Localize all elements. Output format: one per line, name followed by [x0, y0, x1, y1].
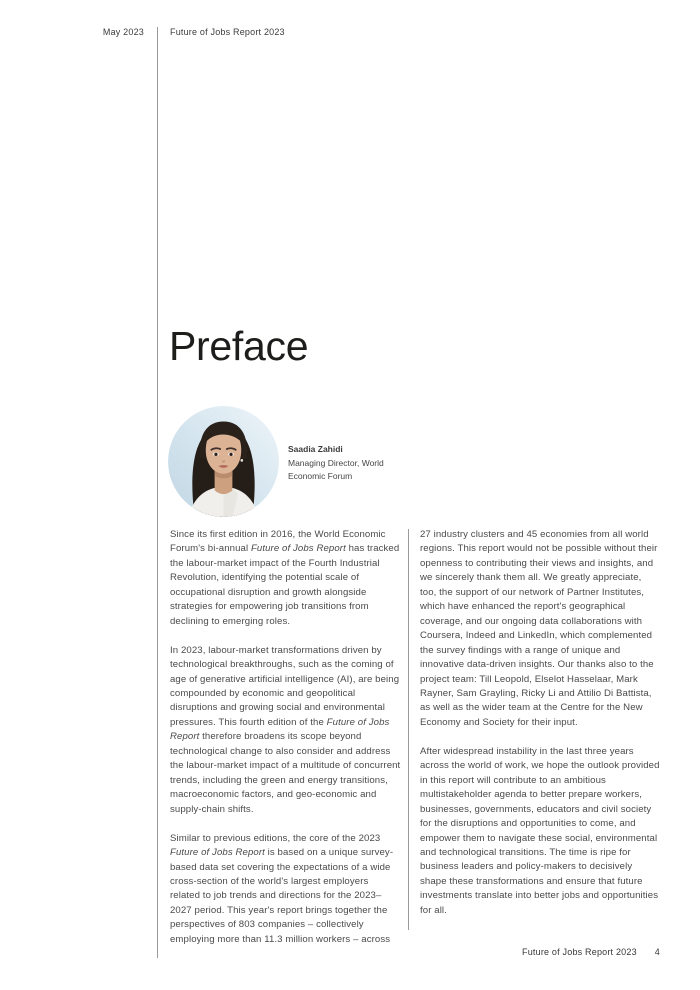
body-column-right: [420, 528, 660, 918]
column-divider-rule: [408, 529, 409, 930]
paragraph: After widespread instability in the last three years across the world of work, we hope the outlook provided in this report will contribute to an ambitious multistakeholder agenda to better prepare workers, businesses, governments, educators and civil society for the disruptions and opportunities to come, and empower them to navigate these social, environmental and technological transitions. The time is ripe for business leaders and policy-makers to decisively shape these transformations and ensure that future investments translate into better jobs and opportunities for all.: [420, 745, 660, 916]
header-date: May 2023: [102, 27, 144, 37]
footer-page-number: 4: [654, 947, 660, 957]
page-title: Preface: [169, 323, 309, 369]
paragraph: Since its first edition in 2016, the World Economic Forum's bi-annual Future of Jobs Report has tracked the labour-market impact of the Fourth Industrial Revolution, identifying the potential scale of occupational disruption and growth alongside strategies for empowering job transitions from declining to emerging roles.: [170, 529, 400, 627]
portrait-illustration: [168, 406, 279, 517]
author-name: Saadia Zahidi: [288, 444, 343, 454]
header-report-title: Future of Jobs Report 2023: [170, 27, 285, 37]
paragraph: In 2023, labour-market transformations driven by technological breakthroughs, such as the coming of age of generative artificial intelligence (AI), are being compounded by economic and geopolitical disruptions and growing social and environmental pressures. This fourth edition of the Future of Jobs Report therefore broadens its scope beyond technological change to also consider and address the labour-market impact of a multitude of concurrent trends, including the green and energy transitions, macroeconomic factors, and geo-economic and supply-chain shifts.: [170, 644, 401, 815]
paragraph: Similar to previous editions, the core of the 2023 Future of Jobs Report is based on a unique survey-based data set covering the expectations of a wide cross-section of the world's largest employers related to job trends and directions for the 2023–2027 period. This year's report brings together the perspectives of 803 companies – collectively employing more than 11.3 million workers – across: [170, 832, 394, 945]
author-credit: [288, 443, 406, 484]
body-column-left: [170, 528, 401, 947]
author-photo: [168, 406, 279, 517]
footer-report-title: Future of Jobs Report 2023: [522, 947, 637, 957]
left-margin-rule: [157, 27, 158, 958]
paragraph: 27 industry clusters and 45 economies from all world regions. This report would not be possible without their openness to contributing their views and insights, and we sincerely thank them all. We greatly appreciate, too, the support of our network of Partner Institutes, which have enhanced the report's geographical coverage, and our ongoing data collaborations with Coursera, Indeed and LinkedIn, which complemented the survey findings with a range of unique and innovative data-driven insights. Our thanks also to the project team: Till Leopold, Elselot Hasselaar, Mark Rayner, Sam Grayling, Ricky Li and Attilio Di Battista, as well as the wider team at the Centre for the New Economy and Society for their input.: [420, 529, 658, 728]
author-role: Managing Director, World Economic Forum: [288, 457, 384, 481]
page-footer: [522, 947, 660, 957]
